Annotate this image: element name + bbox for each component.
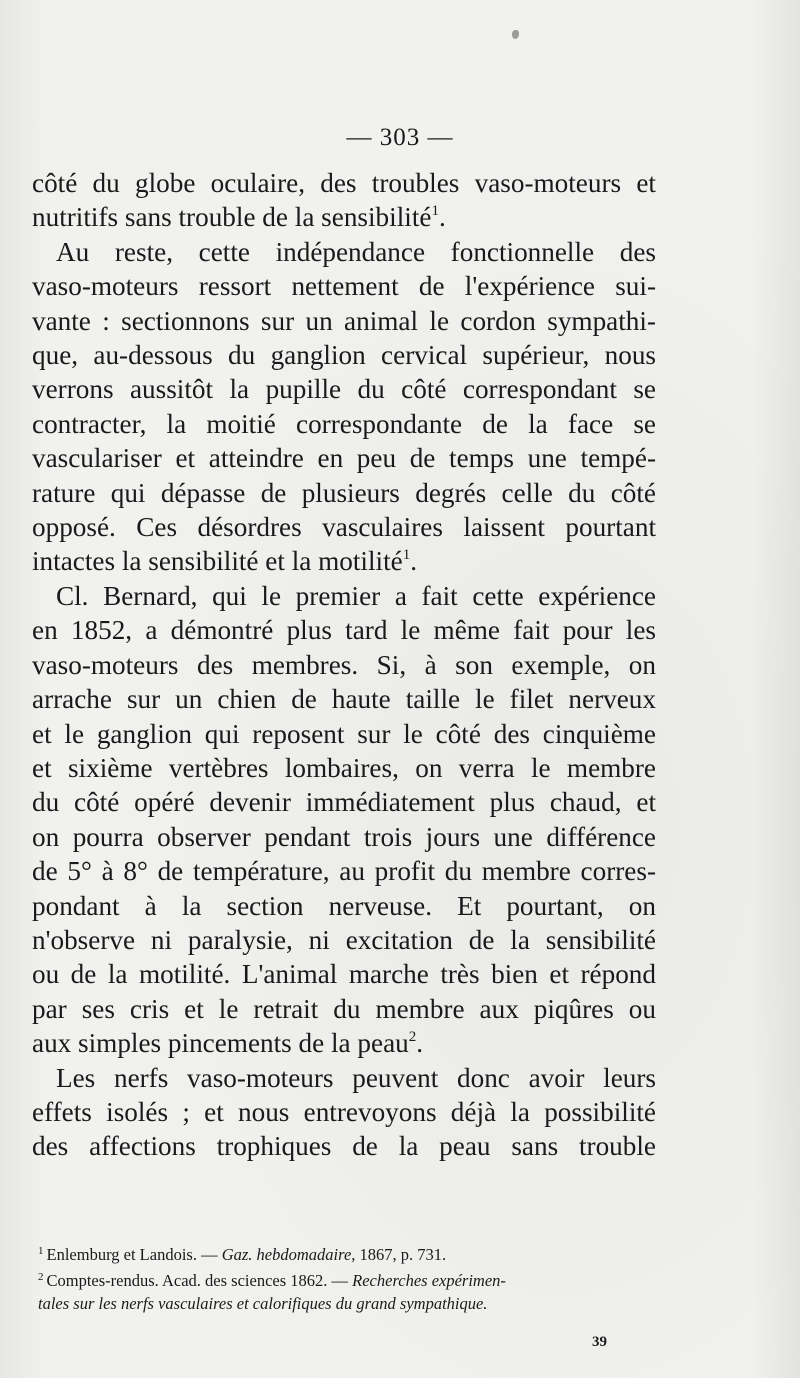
text-line: Cl. Bernard, qui le premier a fait cette expérience	[56, 580, 656, 611]
text-line: et sixième vertèbres lombaires, on verra le membre	[32, 752, 656, 783]
line-tail: .	[416, 1028, 424, 1059]
footnote-2	[38, 1266, 658, 1292]
text-line: vaso-moteurs des membres. Si, à son exemple, on	[32, 649, 656, 680]
footnote-text: Enlemburg et Landois. —	[46, 1245, 222, 1264]
text-line: Au reste, cette indépendance fonctionnelle des	[56, 236, 656, 267]
text-line: des affections trophiques de la peau sans trouble	[32, 1131, 656, 1162]
line-tail: .	[410, 546, 418, 577]
footnote-text: Comptes-rendus. Acad. des sciences 1862. —	[46, 1271, 353, 1290]
text-line: intactes la sensibilité et la motilité	[32, 546, 403, 577]
line-tail: .	[438, 202, 446, 233]
footnote-ref: 2	[408, 1029, 417, 1046]
text-line: du côté opéré devenir immédiatement plus chaud, et	[32, 787, 656, 818]
text-line: opposé. Ces désordres vasculaires laissent pourtant	[32, 512, 656, 543]
text-line: rature qui dépasse de plusieurs degrés celle du côté	[32, 477, 656, 508]
text-line: n'observe ni paralysie, ni excitation de la sensibilité	[32, 924, 656, 955]
text-line: ou de la motilité. L'animal marche très bien et répond	[32, 959, 656, 990]
text-line: vasculariser et atteindre en peu de temps une tempé-	[32, 443, 656, 474]
text-line: de 5° à 8° de température, au profit du membre corres-	[32, 856, 656, 887]
footnote-title: Gaz. hebdomadaire,	[221, 1245, 356, 1264]
footnote-rest: 1867, p. 731.	[355, 1245, 447, 1264]
footnotes	[38, 1240, 658, 1315]
text-line-with-note	[32, 200, 656, 234]
footnote-ref: 1	[431, 203, 439, 220]
text-line: vante : sectionnons sur un animal le cordon sympathi-	[32, 305, 656, 336]
text-line-with-note	[32, 1026, 656, 1060]
signature-mark: 39	[592, 1334, 607, 1350]
text-line: pondant à la section nerveuse. Et pourtant, on	[32, 890, 656, 921]
page-number: — 303 —	[346, 124, 454, 151]
text-line: que, au-dessous du ganglion cervical supérieur, nous	[32, 340, 656, 371]
text-line: arrache sur un chien de haute taille le filet nerveux	[32, 684, 656, 715]
footnote-title: tales sur les nerfs vasculaires et calorifiques du grand sympathique.	[38, 1294, 488, 1313]
text-line: en 1852, a démontré plus tard le même fait pour les	[32, 615, 656, 646]
text-line-with-note	[32, 544, 656, 578]
text-line: par ses cris et le retrait du membre aux piqûres ou	[32, 993, 656, 1024]
text-line: on pourra observer pendant trois jours une différence	[32, 821, 656, 852]
footnote-ref: 1	[402, 547, 411, 564]
paragraph-4	[32, 1061, 656, 1164]
paragraph-1	[32, 166, 656, 235]
body-text	[32, 166, 656, 1164]
paragraph-3	[32, 579, 656, 1061]
text-line: vaso-moteurs ressort nettement de l'expérience sui-	[32, 271, 656, 302]
text-line: et le ganglion qui reposent sur le côté des cinquième	[32, 718, 656, 749]
text-line: contracter, la moitié correspondante de la face se	[32, 408, 656, 439]
text-line: aux simples pincements de la peau	[32, 1028, 409, 1059]
paragraph-2	[32, 235, 656, 579]
ink-speck	[512, 30, 519, 39]
footnote-2-continued	[38, 1292, 658, 1315]
footnote-number: 1	[38, 1245, 44, 1257]
footnote-1	[38, 1240, 658, 1266]
footnote-title: Recherches expérimen-	[352, 1271, 506, 1290]
text-line: nutritifs sans trouble de la sensibilité	[32, 202, 432, 233]
text-line: verrons aussitôt la pupille du côté correspondant se	[32, 374, 656, 405]
text-line: effets isolés ; et nous entrevoyons déjà la possibilité	[32, 1096, 656, 1127]
text-line: Les nerfs vaso-moteurs peuvent donc avoir leurs	[56, 1062, 656, 1093]
footnote-number: 2	[38, 1271, 44, 1283]
text-line: côté du globe oculaire, des troubles vaso-moteurs et	[32, 168, 656, 198]
